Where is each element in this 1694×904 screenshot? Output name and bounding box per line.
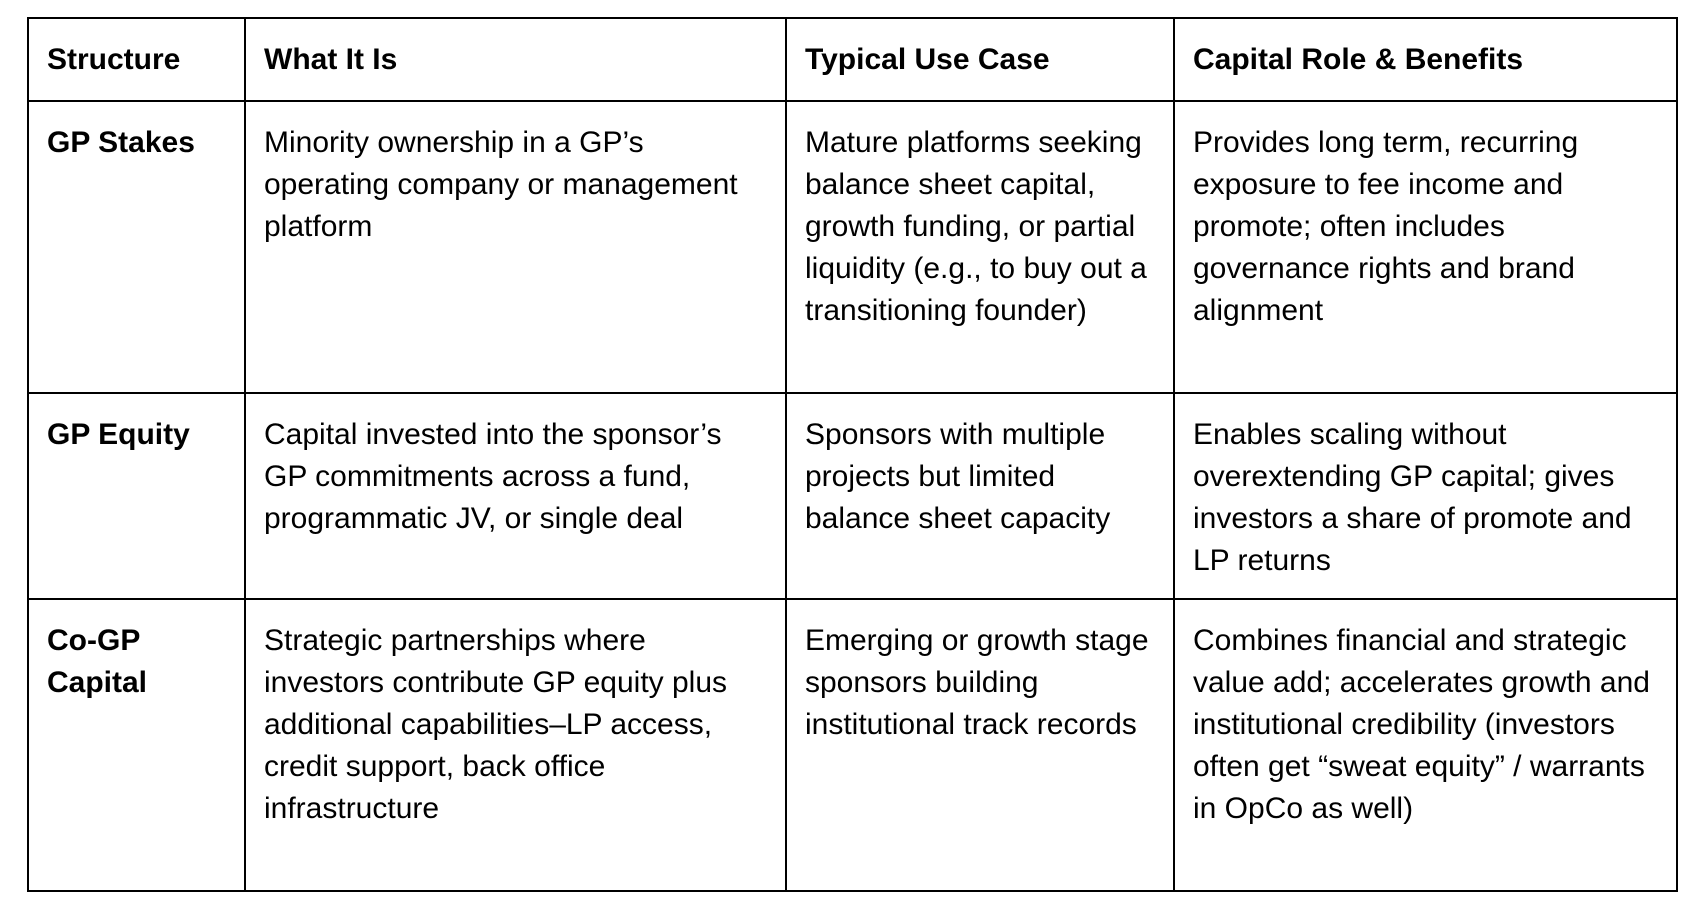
table-row (28, 393, 1677, 599)
header-what-it-is: What It Is (245, 18, 786, 101)
cell-what-it-is: Minority ownership in a GP’s operating company or management platform (245, 101, 786, 393)
cell-benefits: Provides long term, recurring exposure to fee income and promote; often includes governance rights and brand alignment (1174, 101, 1677, 393)
header-row (28, 18, 1677, 101)
cell-structure: GP Equity (28, 393, 245, 599)
table-row (28, 599, 1677, 891)
cell-benefits: Combines financial and strategic value add; accelerates growth and institutional credibility (investors often get “sweat equity” / warrants in OpCo as well) (1174, 599, 1677, 891)
cell-use-case: Sponsors with multiple projects but limited balance sheet capacity (786, 393, 1174, 599)
cell-use-case: Mature platforms seeking balance sheet capital, growth funding, or partial liquidity (e.g., to buy out a transitioning founder) (786, 101, 1174, 393)
cell-what-it-is: Strategic partnerships where investors contribute GP equity plus additional capabilities–LP access, credit support, back office infrastructure (245, 599, 786, 891)
cell-benefits: Enables scaling without overextending GP capital; gives investors a share of promote and LP returns (1174, 393, 1677, 599)
cell-structure: GP Stakes (28, 101, 245, 393)
cell-use-case: Emerging or growth stage sponsors building institutional track records (786, 599, 1174, 891)
cell-structure: Co-GP Capital (28, 599, 245, 891)
table-row (28, 101, 1677, 393)
cell-what-it-is: Capital invested into the sponsor’s GP commitments across a fund, programmatic JV, or single deal (245, 393, 786, 599)
header-typical-use-case: Typical Use Case (786, 18, 1174, 101)
header-capital-role-benefits: Capital Role & Benefits (1174, 18, 1677, 101)
header-structure: Structure (28, 18, 245, 101)
capital-structures-table (27, 17, 1678, 892)
